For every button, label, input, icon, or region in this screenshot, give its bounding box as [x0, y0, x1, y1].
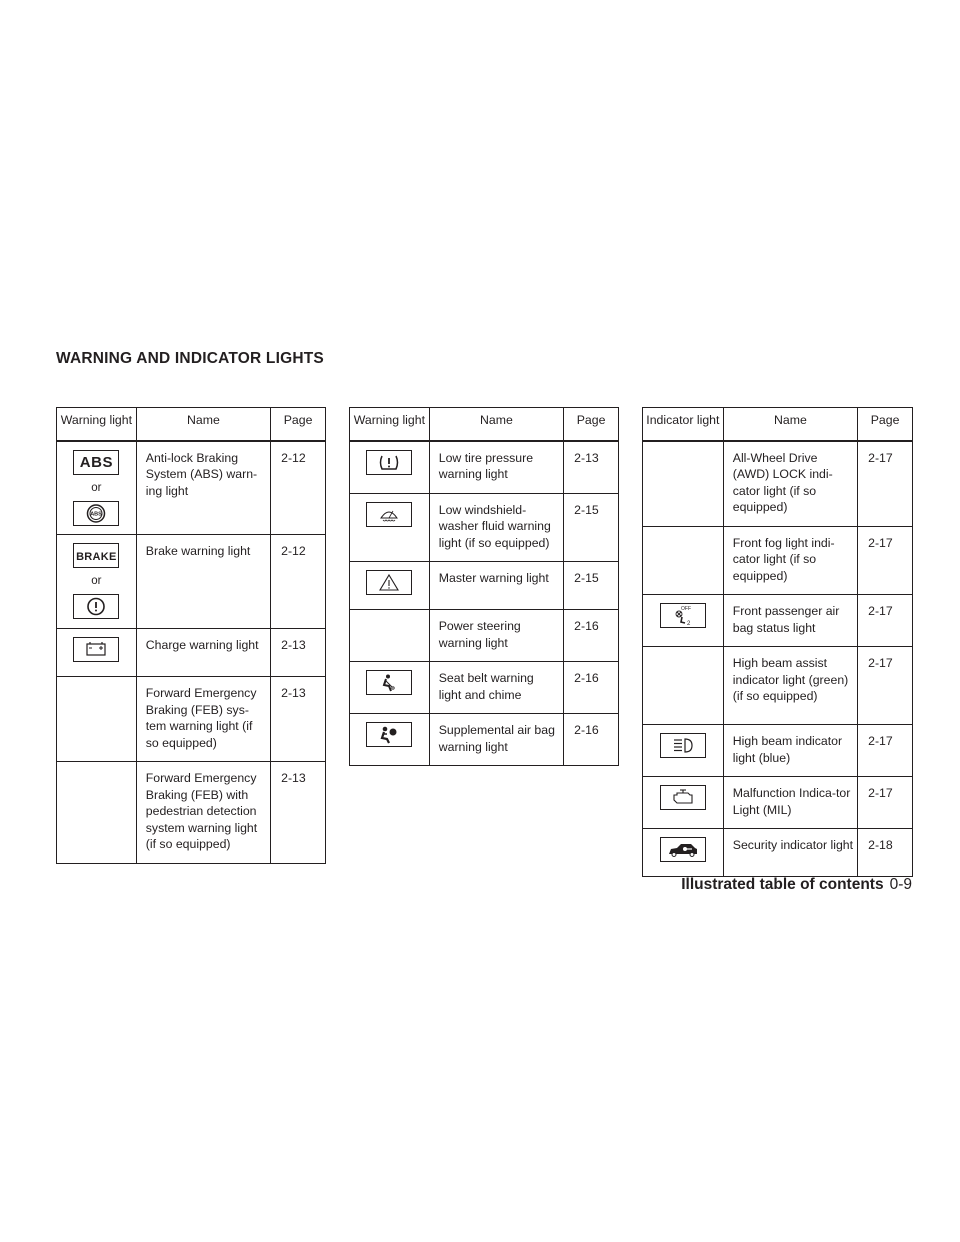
table-row	[350, 714, 619, 766]
icon-cell	[350, 662, 430, 714]
or-text: or	[91, 481, 102, 494]
icon-cell	[57, 762, 137, 864]
row-name: Forward Emergency Braking (FEB) sys-tem warning light (if so equipped)	[136, 677, 270, 762]
row-name: High beam indicator light (blue)	[723, 725, 857, 777]
master-warning-icon	[366, 570, 412, 595]
table-row	[350, 493, 619, 562]
brake-icon: BRAKE	[73, 543, 119, 568]
row-page: 2-13	[271, 677, 326, 762]
row-name: Security indicator light	[723, 829, 857, 877]
footer-page-number: 0-9	[889, 876, 912, 893]
row-page: 2-13	[271, 762, 326, 864]
col-header-name: Name	[429, 408, 563, 441]
section-title: WARNING AND INDICATOR LIGHTS	[56, 350, 324, 367]
abs-icon: ABS	[73, 450, 119, 475]
row-page: 2-17	[858, 647, 913, 725]
security-car-icon	[660, 837, 706, 862]
row-name: High beam assist indicator light (green) (if so equipped)	[723, 647, 857, 725]
icon-cell	[350, 493, 430, 562]
svg-text:ABS: ABS	[90, 511, 103, 518]
row-page: 2-13	[271, 629, 326, 677]
col-header-page: Page	[564, 408, 619, 441]
or-text: or	[91, 575, 102, 587]
row-name: Front fog light indi-cator light (if so equipped)	[723, 526, 857, 595]
table-row	[350, 610, 619, 662]
row-name: Brake warning light	[136, 535, 270, 629]
table-row	[57, 629, 326, 677]
row-name: Anti-lock Braking System (ABS) warn-ing light	[136, 441, 270, 535]
icon-cell	[643, 526, 724, 595]
table-row	[643, 647, 913, 725]
airbag-icon	[366, 722, 412, 747]
table-row	[350, 662, 619, 714]
icon-cell	[350, 714, 430, 766]
col-header-name: Name	[723, 408, 857, 441]
row-name: Master warning light	[429, 562, 563, 610]
row-page: 2-17	[858, 725, 913, 777]
table-row	[57, 441, 326, 535]
row-name: All-Wheel Drive (AWD) LOCK indi-cator light (if so equipped)	[723, 441, 857, 527]
row-name: Low windshield-washer fluid warning light (if so equipped)	[429, 493, 563, 562]
row-page: 2-13	[564, 441, 619, 494]
table-row	[350, 562, 619, 610]
row-name: Front passenger air bag status light	[723, 595, 857, 647]
row-page: 2-15	[564, 562, 619, 610]
col-header-page: Page	[858, 408, 913, 441]
tire-pressure-icon	[366, 450, 412, 475]
row-name: Forward Emergency Braking (FEB) with pedestrian detection system warning light (if so equipped)	[136, 762, 270, 864]
table-row	[643, 441, 913, 527]
col-header-indicator-light: Indicator light	[643, 408, 724, 441]
icon-cell	[350, 562, 430, 610]
row-page: 2-12	[271, 535, 326, 629]
indicator-lights-table	[642, 407, 913, 877]
table-row	[57, 677, 326, 762]
table-row	[643, 829, 913, 877]
col-header-warning-light: Warning light	[57, 408, 137, 441]
table-row	[643, 595, 913, 647]
warning-lights-table-1	[56, 407, 326, 864]
row-page: 2-17	[858, 777, 913, 829]
icon-cell	[57, 441, 137, 535]
icon-cell	[643, 441, 724, 527]
icon-cell	[57, 535, 137, 629]
row-name: Low tire pressure warning light	[429, 441, 563, 494]
table-row	[643, 526, 913, 595]
row-page: 2-16	[564, 662, 619, 714]
col-header-warning-light: Warning light	[350, 408, 430, 441]
row-page: 2-16	[564, 714, 619, 766]
row-page: 2-15	[564, 493, 619, 562]
row-name: Power steering warning light	[429, 610, 563, 662]
row-page: 2-17	[858, 441, 913, 527]
row-name: Supplemental air bag warning light	[429, 714, 563, 766]
icon-cell	[57, 629, 137, 677]
page-footer	[681, 876, 912, 894]
high-beam-icon	[660, 733, 706, 758]
row-name: Seat belt warning light and chime	[429, 662, 563, 714]
row-page: 2-12	[271, 441, 326, 535]
footer-title: Illustrated table of contents	[681, 876, 884, 893]
svg-text:OFF: OFF	[680, 606, 691, 612]
row-name: Malfunction Indica-tor Light (MIL)	[723, 777, 857, 829]
icon-cell	[350, 441, 430, 494]
brake-circle-icon	[73, 594, 119, 619]
icon-cell	[643, 725, 724, 777]
col-header-page: Page	[271, 408, 326, 441]
icon-cell	[643, 647, 724, 725]
col-header-name: Name	[136, 408, 270, 441]
table-row	[643, 777, 913, 829]
row-page: 2-18	[858, 829, 913, 877]
table-row	[57, 535, 326, 629]
icon-cell	[57, 677, 137, 762]
washer-fluid-icon	[366, 502, 412, 527]
icon-cell	[643, 777, 724, 829]
table-row	[350, 441, 619, 494]
table-row	[57, 762, 326, 864]
icon-cell	[350, 610, 430, 662]
row-page: 2-17	[858, 595, 913, 647]
passenger-airbag-off-icon	[660, 603, 706, 628]
row-name: Charge warning light	[136, 629, 270, 677]
abs-circle-icon	[73, 501, 119, 526]
icon-cell	[643, 595, 724, 647]
warning-lights-table-2	[349, 407, 619, 766]
row-page: 2-16	[564, 610, 619, 662]
seat-belt-icon	[366, 670, 412, 695]
svg-text:2: 2	[686, 621, 691, 627]
battery-icon	[73, 637, 119, 662]
engine-icon	[660, 785, 706, 810]
table-row	[643, 725, 913, 777]
row-page: 2-17	[858, 526, 913, 595]
icon-cell	[643, 829, 724, 877]
